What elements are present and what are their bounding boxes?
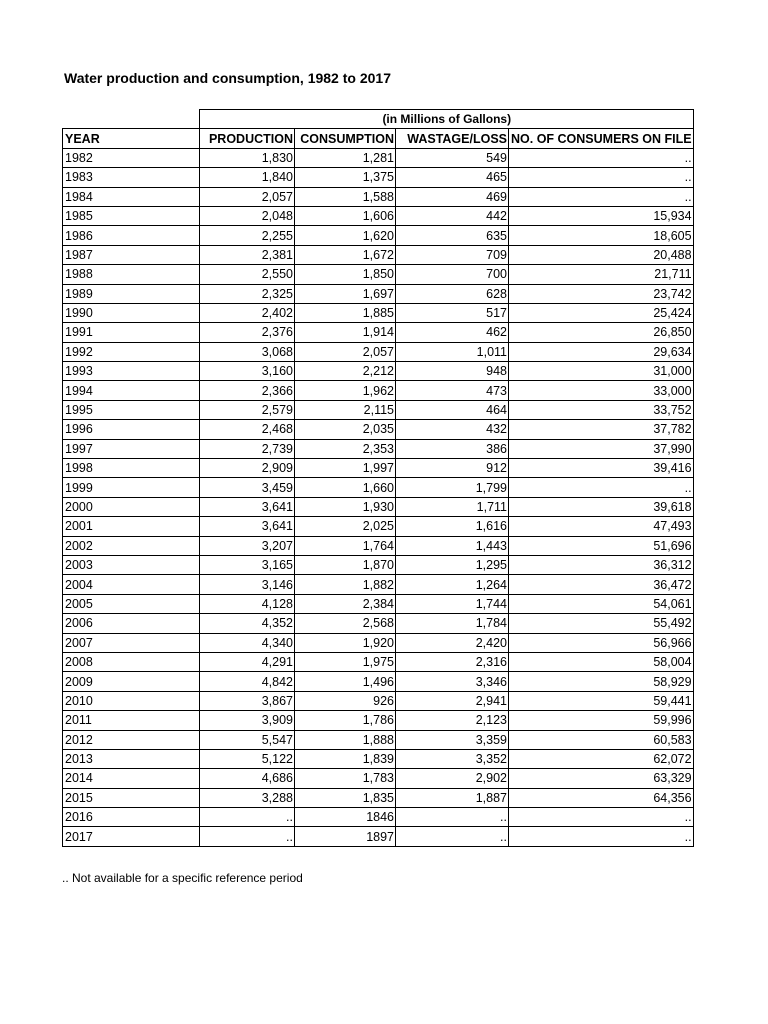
cell-consumption: 2,115 — [295, 400, 396, 419]
cell-production: 2,048 — [200, 206, 295, 225]
cell-consumption: 2,568 — [295, 614, 396, 633]
cell-year: 2000 — [63, 497, 200, 516]
cell-wastage-loss: 1,295 — [396, 555, 509, 574]
cell-consumers: 39,416 — [509, 459, 694, 478]
cell-production: 2,376 — [200, 323, 295, 342]
header-wastage-loss: WASTAGE/LOSS — [396, 129, 509, 148]
cell-consumption: 1,281 — [295, 148, 396, 167]
table-row — [63, 168, 694, 187]
cell-consumption: 1,764 — [295, 536, 396, 555]
table-row — [63, 517, 694, 536]
cell-consumption: 1,885 — [295, 303, 396, 322]
cell-production: .. — [200, 808, 295, 827]
cell-consumers: 23,742 — [509, 284, 694, 303]
cell-consumption: 1,850 — [295, 265, 396, 284]
cell-year: 1982 — [63, 148, 200, 167]
cell-year: 2011 — [63, 711, 200, 730]
table-row — [63, 362, 694, 381]
cell-consumers: 60,583 — [509, 730, 694, 749]
cell-production: 3,641 — [200, 497, 295, 516]
cell-consumption: 1,930 — [295, 497, 396, 516]
table-row — [63, 497, 694, 516]
cell-year: 1985 — [63, 206, 200, 225]
cell-wastage-loss: 3,352 — [396, 749, 509, 768]
cell-production: 4,340 — [200, 633, 295, 652]
header-consumers-on-file: NO. OF CONSUMERS ON FILE — [509, 129, 694, 148]
cell-consumers: 39,618 — [509, 497, 694, 516]
cell-wastage-loss: 462 — [396, 323, 509, 342]
cell-consumption: 2,057 — [295, 342, 396, 361]
cell-year: 2009 — [63, 672, 200, 691]
cell-consumption: 1,786 — [295, 711, 396, 730]
cell-production: 3,288 — [200, 788, 295, 807]
cell-consumers: 21,711 — [509, 265, 694, 284]
cell-consumers: 37,990 — [509, 439, 694, 458]
table-row — [63, 284, 694, 303]
cell-consumers: 58,929 — [509, 672, 694, 691]
cell-year: 2014 — [63, 769, 200, 788]
cell-wastage-loss: 464 — [396, 400, 509, 419]
cell-year: 1983 — [63, 168, 200, 187]
cell-consumption: 1,588 — [295, 187, 396, 206]
table-row — [63, 400, 694, 419]
cell-wastage-loss: 3,359 — [396, 730, 509, 749]
table-row — [63, 381, 694, 400]
cell-consumption: 1,997 — [295, 459, 396, 478]
table-row — [63, 536, 694, 555]
cell-year: 1989 — [63, 284, 200, 303]
cell-year: 1990 — [63, 303, 200, 322]
cell-consumption: 1846 — [295, 808, 396, 827]
cell-year: 2012 — [63, 730, 200, 749]
cell-year: 2003 — [63, 555, 200, 574]
table-row — [63, 788, 694, 807]
cell-consumers: 47,493 — [509, 517, 694, 536]
table-row — [63, 769, 694, 788]
cell-consumption: 1,620 — [295, 226, 396, 245]
cell-year: 2017 — [63, 827, 200, 846]
table-body — [63, 148, 694, 846]
table-row — [63, 749, 694, 768]
cell-year: 1995 — [63, 400, 200, 419]
cell-wastage-loss: 2,941 — [396, 691, 509, 710]
table-row — [63, 187, 694, 206]
cell-year: 1986 — [63, 226, 200, 245]
cell-production: 4,686 — [200, 769, 295, 788]
cell-production: 2,057 — [200, 187, 295, 206]
cell-consumers: 55,492 — [509, 614, 694, 633]
data-table — [62, 109, 694, 847]
cell-production: 1,840 — [200, 168, 295, 187]
cell-wastage-loss: 912 — [396, 459, 509, 478]
cell-consumers: .. — [509, 187, 694, 206]
cell-year: 1988 — [63, 265, 200, 284]
cell-production: 2,325 — [200, 284, 295, 303]
cell-consumption: 1,672 — [295, 245, 396, 264]
table-row — [63, 808, 694, 827]
cell-wastage-loss: 517 — [396, 303, 509, 322]
cell-production: 2,739 — [200, 439, 295, 458]
cell-consumers: .. — [509, 148, 694, 167]
cell-production: 2,909 — [200, 459, 295, 478]
cell-year: 1998 — [63, 459, 200, 478]
cell-year: 2005 — [63, 594, 200, 613]
table-row — [63, 226, 694, 245]
table-row — [63, 148, 694, 167]
cell-production: 1,830 — [200, 148, 295, 167]
cell-production: 2,402 — [200, 303, 295, 322]
cell-wastage-loss: 2,420 — [396, 633, 509, 652]
cell-year: 1991 — [63, 323, 200, 342]
cell-consumers: .. — [509, 168, 694, 187]
cell-consumers: 59,441 — [509, 691, 694, 710]
cell-production: 5,122 — [200, 749, 295, 768]
cell-consumers: 26,850 — [509, 323, 694, 342]
table-row — [63, 575, 694, 594]
table-row — [63, 342, 694, 361]
cell-consumers: 58,004 — [509, 652, 694, 671]
table-row — [63, 459, 694, 478]
cell-consumers: 36,472 — [509, 575, 694, 594]
cell-wastage-loss: 948 — [396, 362, 509, 381]
cell-wastage-loss: 2,123 — [396, 711, 509, 730]
cell-production: 3,867 — [200, 691, 295, 710]
cell-year: 1994 — [63, 381, 200, 400]
cell-consumption: 1,496 — [295, 672, 396, 691]
cell-wastage-loss: 1,744 — [396, 594, 509, 613]
cell-consumption: 1,975 — [295, 652, 396, 671]
cell-consumers: .. — [509, 478, 694, 497]
cell-year: 1996 — [63, 420, 200, 439]
table-row — [63, 323, 694, 342]
table-row — [63, 614, 694, 633]
cell-year: 1984 — [63, 187, 200, 206]
cell-production: 2,255 — [200, 226, 295, 245]
cell-consumers: 54,061 — [509, 594, 694, 613]
cell-production: 3,207 — [200, 536, 295, 555]
cell-wastage-loss: 442 — [396, 206, 509, 225]
cell-production: 3,165 — [200, 555, 295, 574]
cell-consumers: 25,424 — [509, 303, 694, 322]
cell-consumption: 1,962 — [295, 381, 396, 400]
cell-wastage-loss: 709 — [396, 245, 509, 264]
cell-consumption: 1,882 — [295, 575, 396, 594]
table-row — [63, 555, 694, 574]
cell-consumers: 59,996 — [509, 711, 694, 730]
cell-wastage-loss: 1,887 — [396, 788, 509, 807]
cell-year: 1992 — [63, 342, 200, 361]
cell-wastage-loss: 1,799 — [396, 478, 509, 497]
cell-wastage-loss: 473 — [396, 381, 509, 400]
cell-consumption: 1,697 — [295, 284, 396, 303]
cell-year: 2001 — [63, 517, 200, 536]
cell-production: 2,468 — [200, 420, 295, 439]
table-row — [63, 206, 694, 225]
table-row — [63, 691, 694, 710]
cell-consumption: 2,025 — [295, 517, 396, 536]
cell-wastage-loss: 2,316 — [396, 652, 509, 671]
cell-production: 5,547 — [200, 730, 295, 749]
cell-wastage-loss: 432 — [396, 420, 509, 439]
cell-wastage-loss: 1,616 — [396, 517, 509, 536]
cell-production: 2,550 — [200, 265, 295, 284]
table-row — [63, 478, 694, 497]
cell-wastage-loss: 635 — [396, 226, 509, 245]
table-row — [63, 633, 694, 652]
cell-wastage-loss: 469 — [396, 187, 509, 206]
cell-consumers: 37,782 — [509, 420, 694, 439]
cell-consumption: 1,783 — [295, 769, 396, 788]
cell-production: 3,068 — [200, 342, 295, 361]
cell-consumption: 1897 — [295, 827, 396, 846]
cell-consumption: 1,920 — [295, 633, 396, 652]
table-row — [63, 265, 694, 284]
table-row — [63, 827, 694, 846]
table-row — [63, 245, 694, 264]
table-row — [63, 594, 694, 613]
cell-year: 2007 — [63, 633, 200, 652]
cell-wastage-loss: 1,784 — [396, 614, 509, 633]
cell-consumption: 1,888 — [295, 730, 396, 749]
cell-consumption: 2,384 — [295, 594, 396, 613]
cell-wastage-loss: 1,011 — [396, 342, 509, 361]
units-note: (in Millions of Gallons) — [200, 110, 694, 129]
cell-consumption: 2,212 — [295, 362, 396, 381]
cell-wastage-loss: 1,264 — [396, 575, 509, 594]
cell-wastage-loss: 465 — [396, 168, 509, 187]
table-row — [63, 672, 694, 691]
footnote: .. Not available for a specific reference period — [62, 871, 303, 885]
cell-year: 1987 — [63, 245, 200, 264]
cell-consumers: 33,000 — [509, 381, 694, 400]
units-row — [63, 110, 694, 129]
cell-consumers: 36,312 — [509, 555, 694, 574]
cell-consumers: .. — [509, 808, 694, 827]
cell-consumers: 33,752 — [509, 400, 694, 419]
cell-wastage-loss: 1,711 — [396, 497, 509, 516]
table-row — [63, 420, 694, 439]
cell-year: 2016 — [63, 808, 200, 827]
cell-wastage-loss: 1,443 — [396, 536, 509, 555]
cell-production: .. — [200, 827, 295, 846]
cell-wastage-loss: 628 — [396, 284, 509, 303]
cell-consumption: 1,839 — [295, 749, 396, 768]
cell-year: 2015 — [63, 788, 200, 807]
cell-production: 4,352 — [200, 614, 295, 633]
cell-production: 4,291 — [200, 652, 295, 671]
cell-production: 3,160 — [200, 362, 295, 381]
cell-production: 4,128 — [200, 594, 295, 613]
cell-consumers: 29,634 — [509, 342, 694, 361]
cell-consumers: 62,072 — [509, 749, 694, 768]
table-row — [63, 711, 694, 730]
cell-consumption: 1,870 — [295, 555, 396, 574]
table-row — [63, 652, 694, 671]
cell-year: 2002 — [63, 536, 200, 555]
cell-consumers: 63,329 — [509, 769, 694, 788]
cell-consumption: 1,375 — [295, 168, 396, 187]
cell-year: 2008 — [63, 652, 200, 671]
cell-consumers: 20,488 — [509, 245, 694, 264]
cell-consumption: 1,914 — [295, 323, 396, 342]
cell-year: 2006 — [63, 614, 200, 633]
column-header-row — [63, 129, 694, 148]
cell-year: 2010 — [63, 691, 200, 710]
cell-production: 4,842 — [200, 672, 295, 691]
cell-wastage-loss: 386 — [396, 439, 509, 458]
cell-wastage-loss: 700 — [396, 265, 509, 284]
page-title: Water production and consumption, 1982 to 2017 — [64, 70, 391, 86]
cell-production: 3,909 — [200, 711, 295, 730]
header-production: PRODUCTION — [200, 129, 295, 148]
table-row — [63, 303, 694, 322]
cell-consumers: 64,356 — [509, 788, 694, 807]
cell-consumers: 15,934 — [509, 206, 694, 225]
cell-year: 1997 — [63, 439, 200, 458]
cell-production: 3,146 — [200, 575, 295, 594]
cell-consumption: 2,353 — [295, 439, 396, 458]
cell-consumption: 1,606 — [295, 206, 396, 225]
cell-consumers: 31,000 — [509, 362, 694, 381]
cell-consumers: .. — [509, 827, 694, 846]
cell-consumers: 51,696 — [509, 536, 694, 555]
cell-consumption: 926 — [295, 691, 396, 710]
cell-production: 3,459 — [200, 478, 295, 497]
units-spacer — [63, 110, 200, 129]
cell-wastage-loss: 549 — [396, 148, 509, 167]
cell-wastage-loss: 2,902 — [396, 769, 509, 788]
table-row — [63, 439, 694, 458]
table-row — [63, 730, 694, 749]
header-consumption: CONSUMPTION — [295, 129, 396, 148]
cell-production: 2,381 — [200, 245, 295, 264]
cell-wastage-loss: .. — [396, 808, 509, 827]
cell-consumption: 1,835 — [295, 788, 396, 807]
cell-wastage-loss: 3,346 — [396, 672, 509, 691]
cell-year: 2004 — [63, 575, 200, 594]
cell-consumers: 18,605 — [509, 226, 694, 245]
cell-consumption: 2,035 — [295, 420, 396, 439]
cell-year: 1999 — [63, 478, 200, 497]
cell-production: 2,579 — [200, 400, 295, 419]
cell-year: 2013 — [63, 749, 200, 768]
cell-year: 1993 — [63, 362, 200, 381]
cell-production: 2,366 — [200, 381, 295, 400]
cell-production: 3,641 — [200, 517, 295, 536]
header-year: YEAR — [63, 129, 200, 148]
cell-wastage-loss: .. — [396, 827, 509, 846]
cell-consumption: 1,660 — [295, 478, 396, 497]
cell-consumers: 56,966 — [509, 633, 694, 652]
